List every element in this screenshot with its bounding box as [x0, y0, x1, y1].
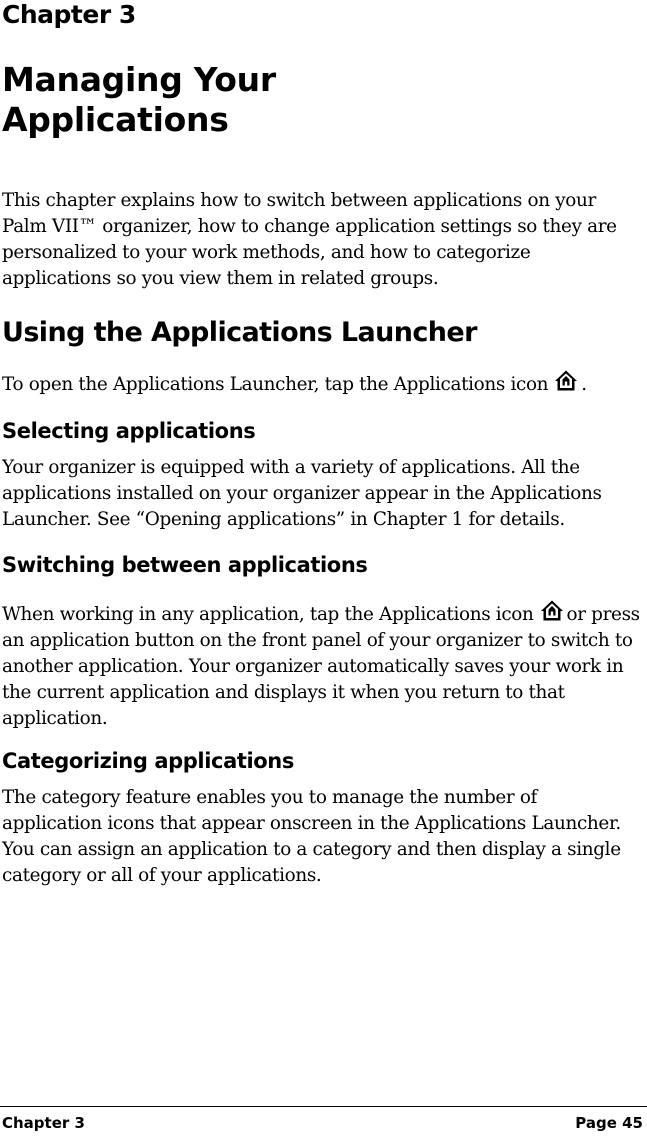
switching-paragraph: [2, 599, 642, 732]
section-heading-launcher: Using the Applications Launcher: [2, 317, 477, 348]
chapter-label: Chapter 3: [2, 0, 136, 29]
page-title: [2, 60, 276, 140]
section-heading-categorizing: Categorizing applications: [2, 749, 294, 773]
launcher-text-end: .: [581, 374, 587, 395]
launcher-paragraph: [2, 369, 642, 398]
applications-home-icon: [554, 369, 578, 393]
applications-home-icon: [540, 599, 564, 623]
section-heading-switching: Switching between applications: [2, 553, 368, 577]
section-heading-selecting: Selecting applications: [2, 419, 256, 443]
page-title-line-2: Applications: [2, 100, 229, 139]
categorizing-paragraph: The category feature enables you to manage the number of application icons that appear onscreen in the Applications Launcher. You can assign an application to a category and then display a single category or all of your applications.: [2, 787, 621, 886]
launcher-text: To open the Applications Launcher, tap the Applications icon: [2, 374, 549, 395]
intro-paragraph: This chapter explains how to switch between applications on your Palm VII™ organizer, how to change application settings so they are personalized to your work methods, and how to categorize applications so you view them in related groups.: [2, 190, 617, 289]
switching-text-end: or press an application button on the front panel of your organizer to switch to another application. Your organizer automatically saves your work in the current application and displays it when you return to that application.: [2, 604, 640, 729]
switching-text: When working in any application, tap the Applications icon: [2, 604, 534, 625]
page-title-line-1: Managing Your: [2, 60, 276, 99]
footer-chapter: Chapter 3: [2, 1114, 85, 1132]
selecting-paragraph: Your organizer is equipped with a variety of applications. All the applications installed on your organizer appear in the Applications Launcher. See “Opening applications” in Chapter 1 for details.: [2, 457, 602, 530]
footer-page-number: Page 45: [575, 1114, 643, 1132]
footer-divider: [0, 1106, 647, 1107]
